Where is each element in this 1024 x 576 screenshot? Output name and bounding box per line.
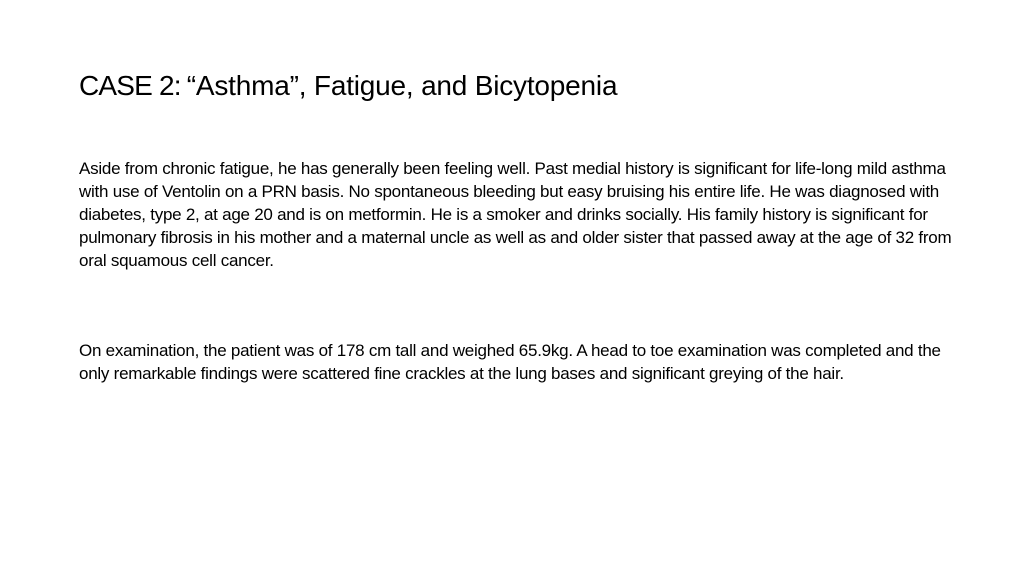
history-paragraph: Aside from chronic fatigue, he has generally been feeling well. Past medial history is significant for life-long mild asthma with use of Ventolin on a PRN basis. No spontaneous bleeding but easy bruising his entire life. He was diagnosed with diabetes, type 2, at age 20 and is on metformin. He is a smoker and drinks socially. His family history is significant for pulmonary fibrosis in his mother and a maternal uncle as well as and older sister that passed away at the age of 32 from oral squamous cell cancer. <box>79 159 952 270</box>
slide-title <box>79 66 959 106</box>
case-title-text: “Asthma”, Fatigue, and Bicytopenia <box>186 70 618 101</box>
examination-paragraph: On examination, the patient was of 178 cm tall and weighed 65.9kg. A head to toe examination was completed and the only remarkable findings were scattered fine crackles at the lung bases and significant greying of the hair. <box>79 341 941 383</box>
case-label: CASE 2: <box>79 70 181 101</box>
